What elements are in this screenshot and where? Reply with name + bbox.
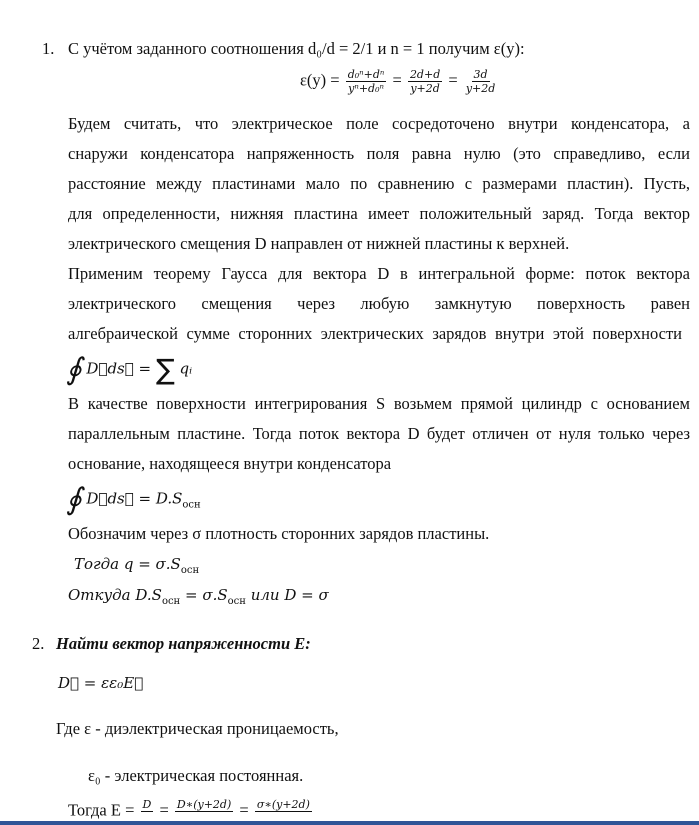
para3-line: В качестве поверхности интегрирования S возьмем прямой цилиндр с основанием	[68, 394, 690, 413]
list-number-1: 1.	[42, 39, 55, 58]
fraction-2	[408, 68, 442, 95]
fraction-num: D	[142, 798, 152, 811]
gauss-rhs: qᵢ	[179, 359, 193, 378]
fraction-den: y+2d	[410, 82, 440, 95]
contour-integral-symbol: ∮	[66, 352, 82, 387]
fraction-num: 2d+d	[409, 68, 441, 81]
sigma-definition: Обозначим через σ плотность сторонних зарядов пластины.	[68, 524, 490, 543]
fraction-1	[346, 68, 387, 95]
d-e-relation: D⃗ = εε₀E⃗	[58, 674, 144, 692]
window-bottom-border	[0, 821, 699, 825]
result-part: Откуда D.S	[68, 586, 162, 604]
charge-equation	[74, 555, 199, 576]
result-equation	[68, 586, 329, 607]
para2-line: алгебраической сумме сторонних электрических зарядов внутри этой поверхности	[68, 324, 682, 343]
para3-line: параллельным пластине. Тогда поток вектора D будет отличен от нуля только через	[68, 424, 690, 443]
result-part: = σ.S	[180, 586, 228, 604]
para3-line: основание, находящееся внутри конденсатора	[68, 454, 392, 473]
equals: =	[159, 800, 169, 820]
formula-lhs: ε(y) =	[300, 70, 340, 90]
sum-symbol: ∑	[155, 353, 175, 386]
subscript: осн	[227, 596, 246, 607]
result-part: или D = σ	[245, 586, 329, 604]
epsilon0-description: ε₀ - электрическая постоянная.	[88, 766, 304, 785]
flux-expression: D⃗ds⃗ = D.S	[86, 489, 183, 508]
item1-intro: С учётом заданного соотношения d₀/d = 2/1 и n = 1 получим ε(y):	[68, 39, 525, 58]
fraction-num: σ∗(y+2d)	[256, 798, 310, 811]
para1-line: снаружи конденсатора напряженность поля равна нулю (это справедливо, если	[68, 144, 690, 163]
subscript: осн	[161, 596, 181, 607]
fraction-num: d₀ⁿ+dⁿ	[347, 68, 385, 81]
epsilon-formula	[300, 68, 499, 95]
gauss-law-formula	[66, 352, 192, 387]
fraction-den: y+2d	[465, 82, 496, 95]
epsilon-description: Где ε - диэлектрическая проницаемость,	[56, 719, 339, 738]
equals: =	[448, 70, 458, 90]
fraction-num: 3d	[473, 68, 488, 81]
fraction-num: D∗(y+2d)	[176, 798, 232, 811]
fraction-3	[464, 68, 497, 95]
formula-prefix: Тогда E =	[68, 800, 135, 820]
para2-line: Применим теорему Гаусса для вектора D в интегральной форме: поток вектора	[68, 264, 690, 283]
fraction-den: yⁿ+d₀ⁿ	[348, 82, 384, 95]
charge-equation-text: Тогда q = σ.S	[74, 555, 181, 573]
para2-line: электрического смещения через любую замкнутую поверхность равен	[68, 294, 690, 313]
list-number-2: 2.	[32, 634, 45, 653]
para1-line: для определенности, нижняя пластина имеет положительный заряд. Тогда вектор	[68, 204, 690, 223]
gauss-lhs: D⃗ds⃗ =	[86, 359, 152, 378]
equals: =	[239, 800, 249, 820]
para1-line: Будем считать, что электрическое поле сосредоточено внутри конденсатора, а	[68, 114, 690, 133]
item2-heading: Найти вектор напряженности E:	[56, 634, 311, 653]
equals: =	[392, 70, 402, 90]
contour-integral-symbol: ∮	[66, 482, 82, 517]
para1-line: электрического смещения D направлен от нижней пластины к верхней.	[68, 234, 570, 253]
para1-line: расстояние между пластинами мало по сравнению с размерами пластин). Пусть,	[68, 174, 690, 193]
flux-formula	[66, 482, 201, 517]
subscript: осн	[180, 565, 200, 576]
subscript: осн	[182, 499, 201, 511]
